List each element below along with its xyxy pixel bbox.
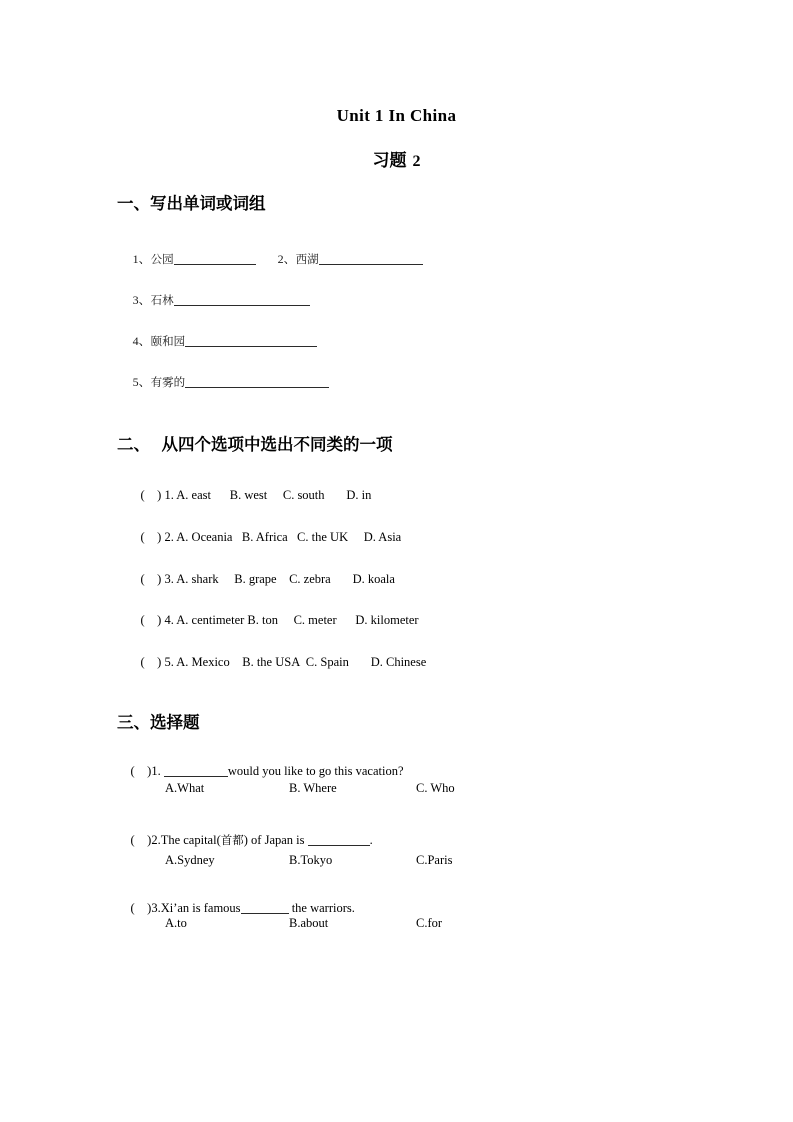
answer-bracket-mc-1[interactable]: ( ) <box>130 764 152 778</box>
mc-question-number-2: 2. <box>151 833 161 847</box>
question-number-1: 1. <box>164 488 177 502</box>
mc-stem-after-2: . <box>369 833 373 847</box>
section2-question-2 <box>128 515 401 560</box>
section2-question-4 <box>128 598 419 643</box>
section3-question-2-stem <box>118 817 373 863</box>
mc-stem-after-3: the warriors. <box>288 901 355 915</box>
answer-bracket-mc-2[interactable]: ( ) <box>130 833 152 847</box>
word-line-4 <box>118 318 317 363</box>
section-1-heading: 一、写出单词或词组 <box>117 194 266 213</box>
question-number-4: 4. <box>164 613 177 627</box>
mc-answer-blank-2[interactable] <box>308 833 370 846</box>
question-number-2: 2. <box>164 530 177 544</box>
document-title: Unit 1 In China <box>336 106 457 125</box>
mc-option-3a[interactable]: A.to <box>165 916 187 930</box>
answer-bracket-mc-3[interactable]: ( ) <box>130 901 152 915</box>
question-options-1[interactable]: A. east B. west C. south D. in <box>176 488 372 502</box>
answer-blank-4[interactable] <box>185 334 317 347</box>
answer-blank-5[interactable] <box>185 375 329 388</box>
mc-stem-mid-2: ) of Japan is <box>243 833 308 847</box>
question-options-3[interactable]: A. shark B. grape C. zebra D. koala <box>176 572 395 586</box>
mc-question-number-1: 1. <box>151 764 164 778</box>
subtitle-number: 2 <box>412 153 421 170</box>
word-text-2: 西湖 <box>295 252 319 266</box>
question-number-3: 3. <box>164 572 177 586</box>
answer-bracket-1[interactable]: ( ) <box>140 488 165 502</box>
section2-question-5 <box>128 640 426 685</box>
answer-bracket-2[interactable]: ( ) <box>140 530 165 544</box>
question-options-5[interactable]: A. Mexico B. the USA C. Spain D. Chinese <box>176 655 427 669</box>
answer-blank-1[interactable] <box>174 252 256 265</box>
answer-blank-2[interactable] <box>319 252 423 265</box>
question-options-4[interactable]: A. centimeter B. ton C. meter D. kilometer <box>176 613 419 627</box>
word-text-1: 公园 <box>150 252 174 266</box>
word-line-3 <box>118 277 310 322</box>
mc-stem-chinese-2: 首都 <box>220 833 244 847</box>
word-line-1 <box>118 236 423 281</box>
word-number-3: 3、 <box>132 293 151 307</box>
word-text-5: 有雾的 <box>150 375 186 389</box>
answer-bracket-5[interactable]: ( ) <box>140 655 165 669</box>
word-line-5 <box>118 359 329 404</box>
subtitle-chinese: 习题 <box>372 151 407 171</box>
mc-option-3b[interactable]: B.about <box>289 916 329 930</box>
question-options-2[interactable]: A. Oceania B. Africa C. the UK D. Asia <box>176 530 402 544</box>
section2-question-3 <box>128 557 395 602</box>
mc-option-1c[interactable]: C. Who <box>416 781 455 795</box>
mc-answer-blank-3[interactable] <box>241 901 289 914</box>
question-number-5: 5. <box>164 655 177 669</box>
mc-option-3c[interactable]: C.for <box>416 916 443 930</box>
mc-option-2a[interactable]: A.Sydney <box>165 853 215 867</box>
word-number-4: 4、 <box>132 334 151 348</box>
section-2-heading: 二、 从四个选项中选出不同类的一项 <box>117 435 393 454</box>
word-number-1: 1、 <box>132 252 151 266</box>
word-number-5: 5、 <box>132 375 151 389</box>
word-text-4: 颐和园 <box>150 334 186 348</box>
mc-option-2b[interactable]: B.Tokyo <box>289 853 333 867</box>
document-subtitle <box>0 146 793 171</box>
mc-option-1b[interactable]: B. Where <box>289 781 337 795</box>
mc-question-number-3: 3. <box>151 901 161 915</box>
mc-stem-before-3: Xi’an is famous <box>160 901 241 915</box>
answer-bracket-4[interactable]: ( ) <box>140 613 165 627</box>
section3-question-1-stem <box>118 749 404 794</box>
answer-blank-3[interactable] <box>174 293 310 306</box>
mc-stem-before-2: The capital( <box>160 833 221 847</box>
answer-bracket-3[interactable]: ( ) <box>140 572 165 586</box>
word-text-3: 石林 <box>150 293 174 307</box>
section-3-heading: 三、选择题 <box>117 713 200 732</box>
mc-option-1a[interactable]: A.What <box>165 781 205 795</box>
mc-answer-blank-1[interactable] <box>164 764 228 777</box>
mc-stem-text-1: would you like to go this vacation? <box>227 764 404 778</box>
section2-question-1 <box>128 473 371 518</box>
word-number-2: 2、 <box>277 252 296 266</box>
mc-option-2c[interactable]: C.Paris <box>416 853 453 867</box>
